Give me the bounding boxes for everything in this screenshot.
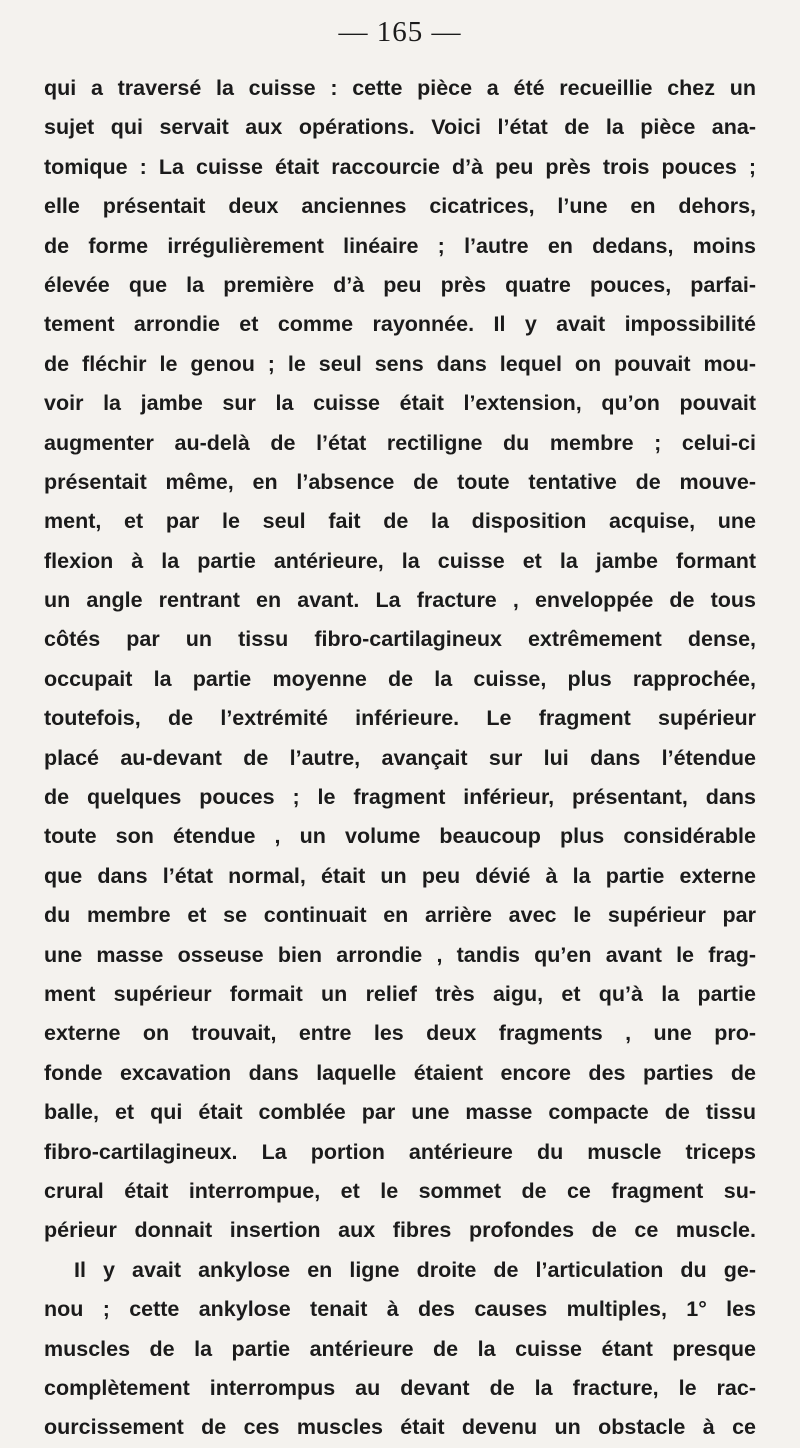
text-line: fonde excavation dans laquelle étaient encore des parties de xyxy=(44,1060,756,1085)
text-line: nou ; cette ankylose tenait à des causes multiples, 1° les xyxy=(44,1297,756,1322)
text-line: périeur donnait insertion aux fibres profondes de ce muscle. xyxy=(44,1218,756,1243)
text-line: tomique : La cuisse était raccourcie d’à peu près trois pouces ; xyxy=(44,154,756,179)
text-line: toutefois, de l’extrémité inférieure. Le fragment supérieur xyxy=(44,706,756,731)
text-line: élevée que la première d’à peu près quatre pouces, parfai- xyxy=(44,272,756,297)
text-line: crural était interrompue, et le sommet de ce fragment su- xyxy=(44,1178,756,1203)
text-line: placé au-devant de l’autre, avançait sur lui dans l’étendue xyxy=(44,745,756,770)
text-line: augmenter au-delà de l’état rectiligne du membre ; celui-ci xyxy=(44,430,756,455)
text-line: ment, et par le seul fait de la disposition acquise, une xyxy=(44,509,756,534)
text-line: sujet qui servait aux opérations. Voici l’état de la pièce ana- xyxy=(44,115,756,140)
text-line: externe on trouvait, entre les deux fragments , une pro- xyxy=(44,1021,756,1046)
text-line: muscles de la partie antérieure de la cuisse étant presque xyxy=(44,1336,756,1361)
text-line: qui a traversé la cuisse : cette pièce a été recueillie chez un xyxy=(44,76,756,100)
text-line: tement arrondie et comme rayonnée. Il y avait impossibilité xyxy=(44,312,756,337)
text-line: voir la jambe sur la cuisse était l’extension, qu’on pouvait xyxy=(44,391,756,416)
text-line: du membre et se continuait en arrière avec le supérieur par xyxy=(44,903,756,928)
text-line: occupait la partie moyenne de la cuisse, plus rapprochée, xyxy=(44,666,756,691)
text-line: ment supérieur formait un relief très aigu, et qu’à la partie xyxy=(44,981,756,1006)
text-line: présentait même, en l’absence de toute tentative de mouve- xyxy=(44,469,756,494)
page-number: — 165 — xyxy=(338,16,462,48)
text-line: ourcissement de ces muscles était devenu un obstacle à ce xyxy=(44,1415,756,1440)
text-line: flexion à la partie antérieure, la cuisse et la jambe formant xyxy=(44,548,756,573)
body-text xyxy=(44,69,756,1448)
text-line: balle, et qui était comblée par une masse compacte de tissu xyxy=(44,1100,756,1125)
text-line: de quelques pouces ; le fragment inférieur, présentant, dans xyxy=(44,785,756,810)
text-line: complètement interrompus au devant de la fracture, le rac- xyxy=(44,1375,756,1400)
text-line: côtés par un tissu fibro-cartilagineux extrêmement dense, xyxy=(44,627,756,652)
paragraph-start-line: Il y avait ankylose en ligne droite de l’articulation du ge- xyxy=(74,1257,756,1282)
text-line: une masse osseuse bien arrondie , tandis qu’en avant le frag- xyxy=(44,942,756,967)
text-line: de fléchir le genou ; le seul sens dans lequel on pouvait mou- xyxy=(44,351,756,376)
text-line: toute son étendue , un volume beaucoup plus considérable xyxy=(44,824,756,849)
text-line: un angle rentrant en avant. La fracture , enveloppée de tous xyxy=(44,588,756,613)
text-line: de forme irrégulièrement linéaire ; l’autre en dedans, moins xyxy=(44,233,756,258)
text-line: fibro-cartilagineux. La portion antérieure du muscle triceps xyxy=(44,1139,756,1164)
text-line: elle présentait deux anciennes cicatrices, l’une en dehors, xyxy=(44,194,756,219)
text-line: que dans l’état normal, était un peu dévié à la partie externe xyxy=(44,863,756,888)
